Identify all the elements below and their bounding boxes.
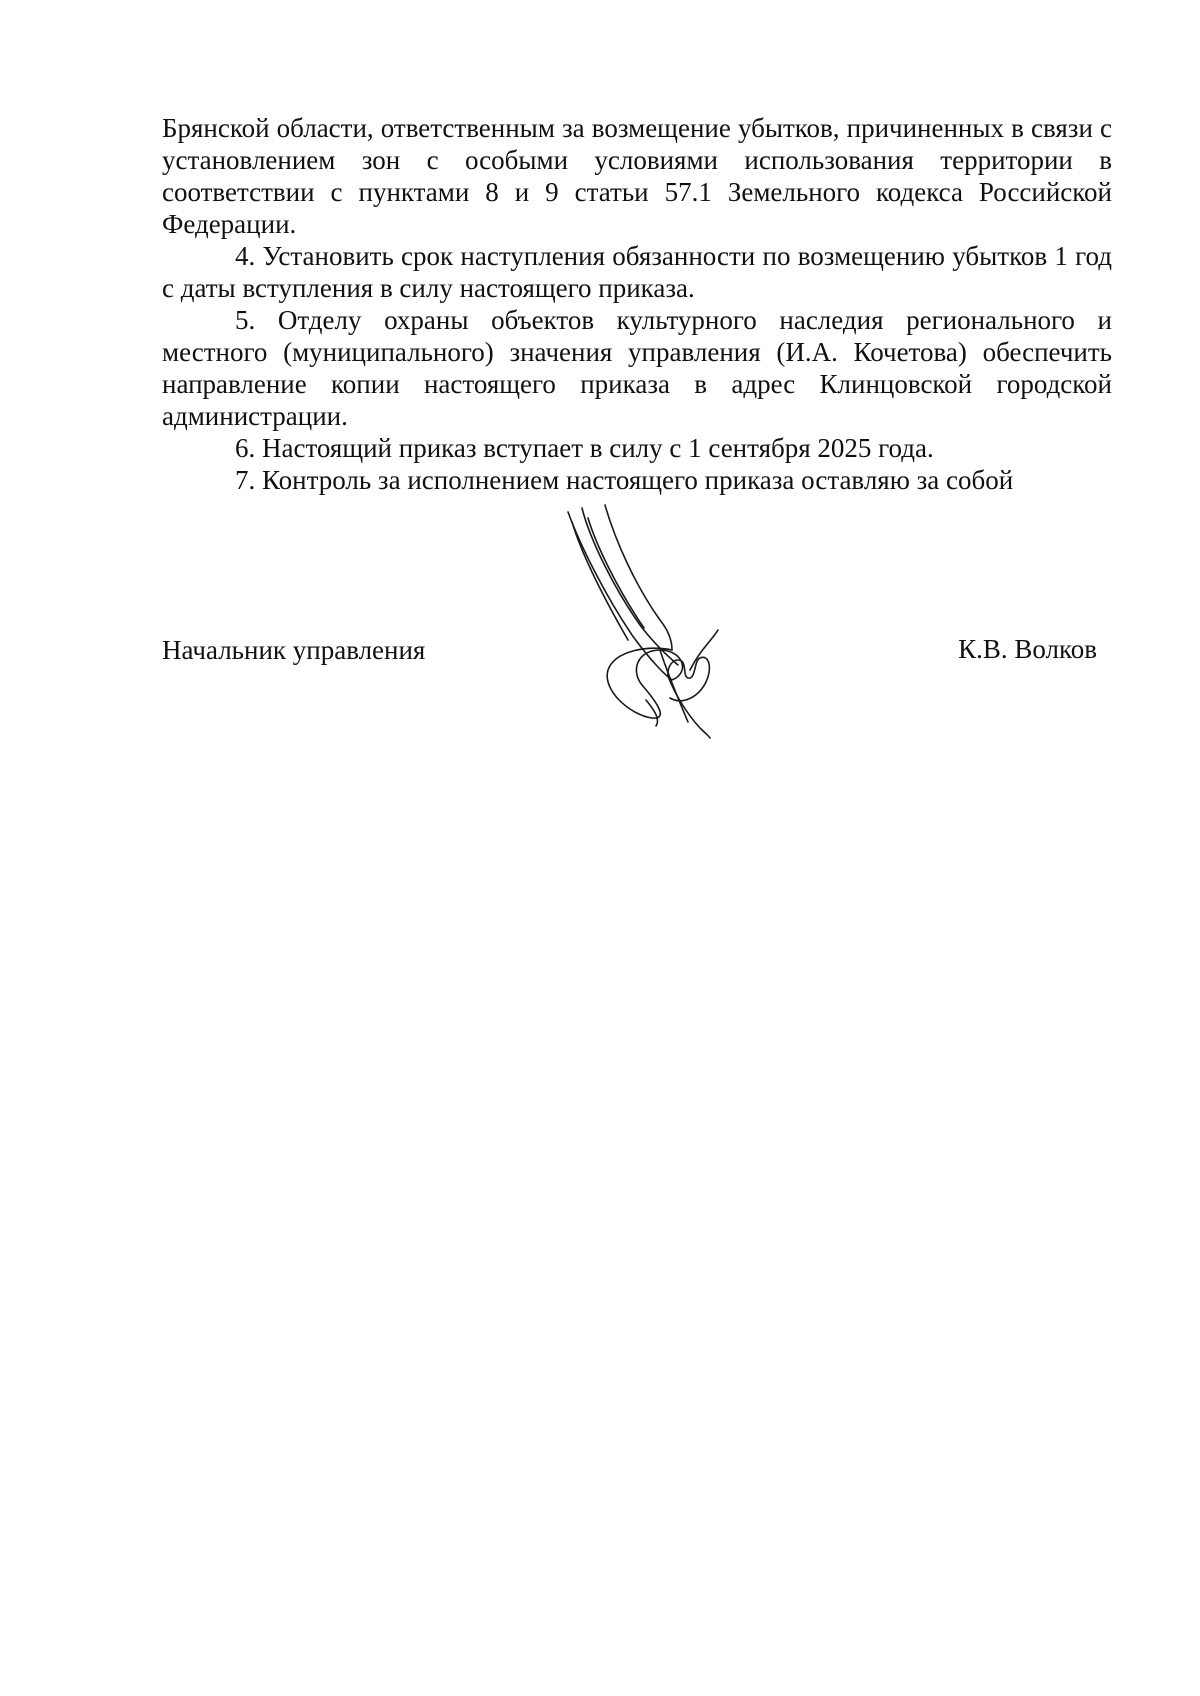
handwritten-signature	[560, 500, 740, 740]
paragraph-item-4: 4. Установить срок наступления обязанности по возмещению убытков 1 год с даты вступления в силу настоящего приказа.	[162, 241, 1112, 303]
document-body	[162, 112, 1112, 496]
paragraph-continuation: Брянской области, ответственным за возмещение убытков, причиненных в связи с установлением зон с особыми условиями использования территории в соответствии с пунктами 8 и 9 статьи 57.1 Земельного кодекса Российской Федерации.	[162, 113, 1112, 239]
paragraph-item-5: 5. Отделу охраны объектов культурного наследия регионального и местного (муниципального) значения управления (И.А. Кочетова) обеспечить направление копии настоящего приказа в адрес Клинцовской городской администрации.	[162, 305, 1112, 431]
signatory-name: К.В. Волков	[958, 634, 1097, 664]
paragraph-item-7: 7. Контроль за исполнением настоящего приказа оставляю за собой	[235, 465, 1014, 495]
paragraph-item-6: 6. Настоящий приказ вступает в силу с 1 сентября 2025 года.	[235, 433, 934, 463]
signatory-title: Начальник управления	[162, 635, 426, 665]
